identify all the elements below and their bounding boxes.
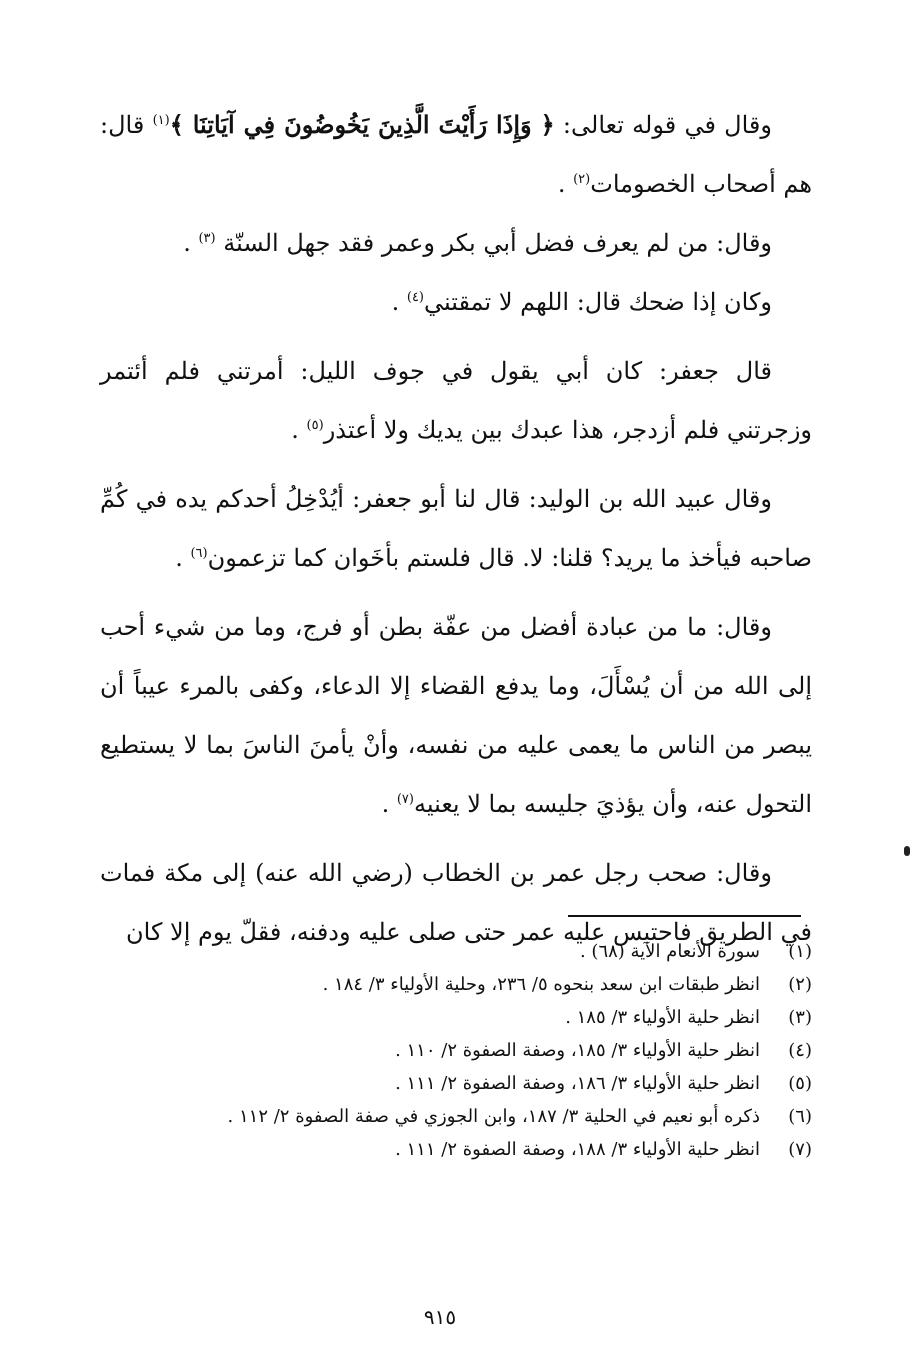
footnote-ref-7: (٧) bbox=[396, 792, 414, 807]
footnote-number: (٦) bbox=[788, 1106, 812, 1127]
paragraph-6 bbox=[100, 598, 812, 834]
footnote-separator bbox=[568, 915, 801, 917]
paragraph-3-end: . bbox=[391, 288, 407, 316]
paragraph-5-end: . bbox=[175, 544, 191, 572]
footnote-text: ذكره أبو نعيم في الحلية ٣/ ١٨٧، وابن الجوزي في صفة الصفوة ٢/ ١١٢ . bbox=[227, 1106, 760, 1127]
footnote-5 bbox=[100, 1067, 812, 1100]
footnote-text: انظر طبقات ابن سعد بنحوه ٥/ ٢٣٦، وحلية الأولياء ٣/ ١٨٤ . bbox=[322, 974, 760, 995]
paragraph-1-continuation: قال: هم أصحاب الخصومات bbox=[100, 111, 812, 198]
main-text bbox=[100, 95, 812, 962]
footnote-number: (٧) bbox=[788, 1139, 812, 1160]
footnote-text: انظر حلية الأولياء ٣/ ١٨٥، وصفة الصفوة ٢/ ١١٠ . bbox=[395, 1040, 760, 1061]
paragraph-6-text: وقال: ما من عبادة أفضل من عفّة بطن أو فرج، وما من شيء أحب إلى الله من أن يُسْأَلَ، وما يدفع القضاء إلا الدعاء، وكفى بالمرء عيباً أن يبصر من الناس ما يعمى عليه من نفسه، وأنْ يأمنَ الناسَ بما لا يستطيع التحول عنه، وأن يؤذيَ جليسه بما لا يعنيه bbox=[100, 613, 812, 818]
footnote-ref-2: (٢) bbox=[573, 172, 591, 187]
paragraph-3 bbox=[100, 273, 812, 332]
footnote-number: (٢) bbox=[788, 974, 812, 995]
paragraph-4 bbox=[100, 342, 812, 460]
paragraph-2 bbox=[100, 214, 812, 273]
paragraph-5-text: وقال عبيد الله بن الوليد: قال لنا أبو جعفر: أيُدْخِلُ أحدكم يده في كُمِّ صاحبه فيأخذ ما يريد؟ قلنا: لا. قال فلستم بأخَوان كما تزعمون bbox=[100, 485, 812, 572]
footnote-6 bbox=[100, 1100, 812, 1133]
paragraph-7-text: وقال: صحب رجل عمر بن الخطاب (رضي الله عنه) إلى مكة فمات في الطريق فاحتبس عليه عمر حتى صلى عليه ودفنه، فقلّ يوم إلا كان bbox=[100, 859, 812, 946]
footnote-4 bbox=[100, 1034, 812, 1067]
paragraph-1-end: . bbox=[557, 170, 574, 198]
paragraph-1-text: وقال في قوله تعالى: bbox=[554, 111, 772, 139]
paragraph-2-end: . bbox=[183, 229, 199, 257]
paragraph-5 bbox=[100, 470, 812, 588]
footnote-number: (٥) bbox=[788, 1073, 812, 1094]
footnote-ref-6: (٦) bbox=[190, 546, 208, 561]
paragraph-1 bbox=[100, 95, 812, 214]
footnote-ref-3: (٣) bbox=[198, 231, 216, 246]
paragraph-4-text: قال جعفر: كان أبي يقول في جوف الليل: أمرتني فلم أئتمر وزجرتني فلم أزدجر، هذا عبدك بين يديك ولا أعتذر bbox=[100, 357, 812, 444]
footnotes bbox=[100, 935, 812, 1166]
paragraph-4-end: . bbox=[291, 416, 307, 444]
paragraph-2-text: وقال: من لم يعرف فضل أبي بكر وعمر فقد جهل السنّة bbox=[215, 229, 772, 257]
quran-verse: ﴿ وَإِذَا رَأَيْتَ الَّذِينَ يَخُوضُونَ فِي آيَاتِنَا ﴾ bbox=[169, 110, 555, 139]
footnote-number: (١) bbox=[788, 941, 812, 962]
footnote-number: (٣) bbox=[788, 1007, 812, 1028]
paragraph-6-end: . bbox=[381, 790, 397, 818]
footnote-text: انظر حلية الأولياء ٣/ ١٨٦، وصفة الصفوة ٢/ ١١١ . bbox=[395, 1073, 760, 1094]
footnote-2 bbox=[100, 968, 812, 1001]
footnote-7 bbox=[100, 1133, 812, 1166]
paragraph-3-text: وكان إذا ضحك قال: اللهم لا تمقتني bbox=[424, 288, 772, 316]
footnote-ref-5: (٥) bbox=[306, 418, 324, 433]
scan-edge-mark bbox=[904, 846, 910, 856]
footnote-ref-1: (١) bbox=[152, 113, 170, 128]
footnote-1 bbox=[100, 935, 812, 968]
footnote-text: سورة الأنعام الآية (٦٨) . bbox=[579, 941, 760, 962]
page-number: ٩١٥ bbox=[423, 1305, 457, 1329]
footnote-text: انظر حلية الأولياء ٣/ ١٨٨، وصفة الصفوة ٢/ ١١١ . bbox=[395, 1139, 760, 1160]
footnote-text: انظر حلية الأولياء ٣/ ١٨٥ . bbox=[565, 1007, 760, 1028]
footnote-3 bbox=[100, 1001, 812, 1034]
footnote-number: (٤) bbox=[788, 1040, 812, 1061]
footnote-ref-4: (٤) bbox=[406, 290, 424, 305]
